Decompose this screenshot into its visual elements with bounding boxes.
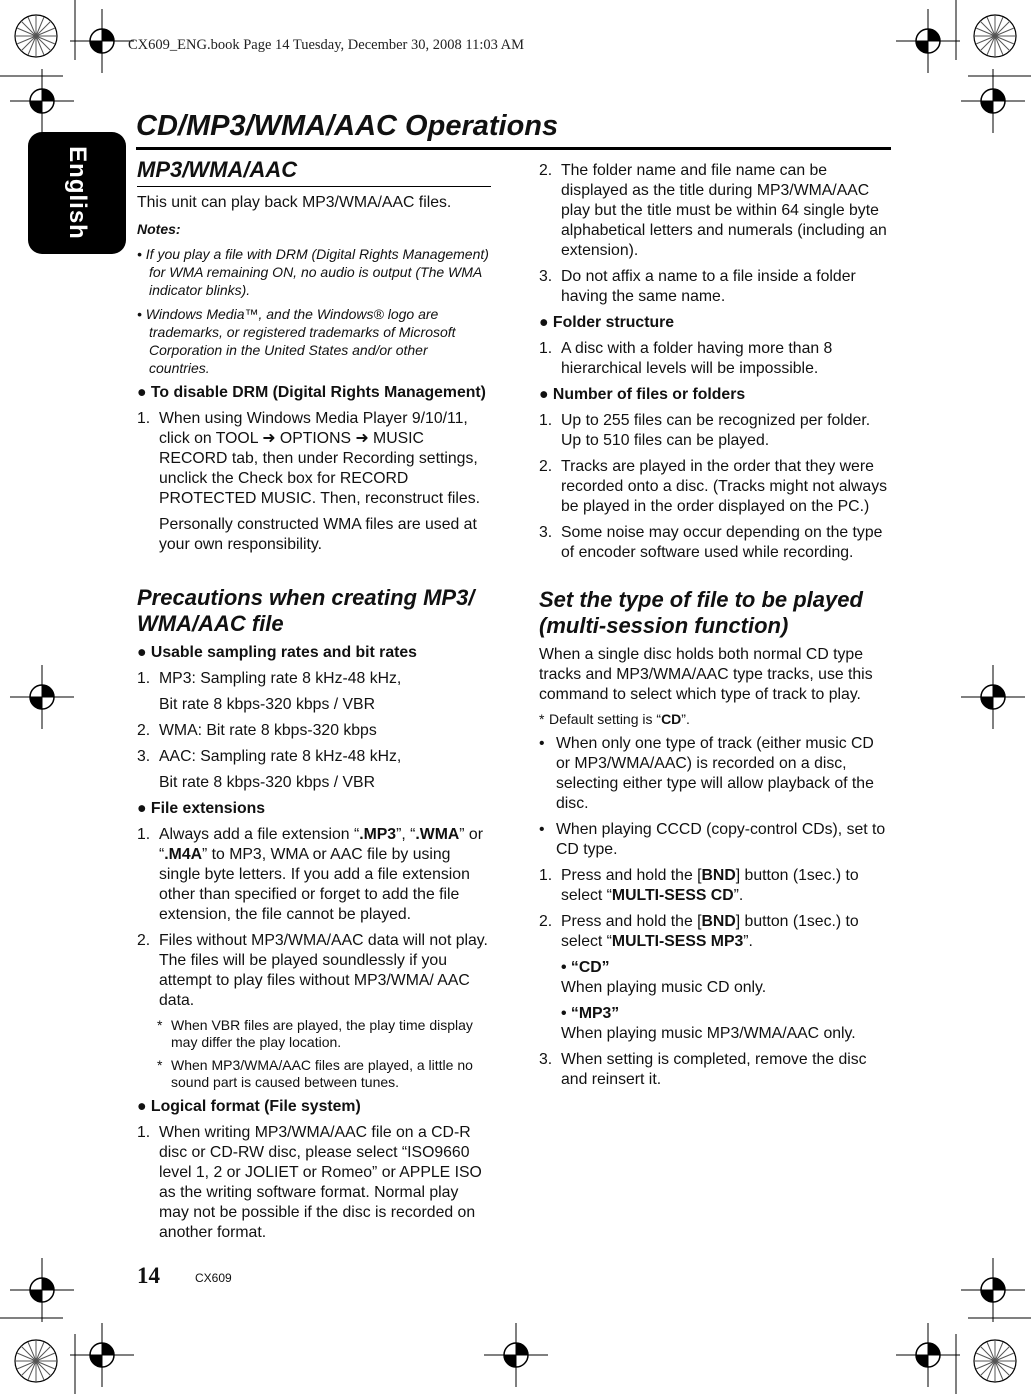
list-item: 3. Some noise may occur depending on the type of encoder software used while recording. xyxy=(539,524,883,561)
default-setting-note: * Default setting is “CD”. xyxy=(539,711,690,727)
list-item-continuation: Bit rate 8 kbps-320 kbps / VBR xyxy=(159,696,375,713)
option-mp3-desc: When playing music MP3/WMA/AAC only. xyxy=(561,1025,856,1042)
language-side-tab xyxy=(28,132,126,254)
list-item: 1. When writing MP3/WMA/AAC file on a CD-R disc or CD-RW disc, please select “ISO9660 level 1, 2 or JOLIET or Romeo” or APPLE ISO as the writing software format. Normal play may not be possible if the disc is recorded on another format. xyxy=(137,1124,482,1241)
list-item-continuation: Bit rate 8 kbps-320 kbps / VBR xyxy=(159,774,375,791)
section-heading-multi-session: Set the type of file to be played (multi-session function) xyxy=(539,587,863,638)
list-item: 1. When using Windows Media Player 9/10/11, click on TOOL ➜ OPTIONS ➜ MUSIC RECORD tab, then under Recording settings, unclick the Check box for RECORD PROTECTED MUSIC. Then, reconstruct files. xyxy=(137,410,480,507)
list-item: 1. MP3: Sampling rate 8 kHz-48 kHz, xyxy=(137,670,402,687)
subheading-disable-drm: ● To disable DRM (Digital Rights Management) xyxy=(137,384,486,401)
model-name: CX609 xyxy=(195,1271,232,1285)
footnote-gap: * When MP3/WMA/AAC files are played, a little no sound part is caused between tunes. xyxy=(157,1057,473,1090)
list-item: 1. Up to 255 files can be recognized per folder. Up to 510 files can be played. xyxy=(539,412,871,449)
subheading-sampling-rates: ● Usable sampling rates and bit rates xyxy=(137,644,417,661)
multi-session-intro: When a single disc holds both normal CD type tracks and MP3/WMA/AAC type tracks, use this command to select which type of track to play. xyxy=(539,646,873,703)
list-item: 2. The folder name and file name can be displayed as the title during MP3/WMA/AAC play but the title must be within 64 single byte alphabetical letters and numerals (including an extension). xyxy=(539,162,887,259)
list-item: 3. AAC: Sampling rate 8 kHz-48 kHz, xyxy=(137,748,402,765)
right-column xyxy=(539,161,891,1096)
note-drm: • If you play a file with DRM (Digital Rights Management) for WMA remaining ON, no audio is output (The WMA indicator blinks). xyxy=(137,246,489,298)
option-mp3-label: • “MP3” xyxy=(561,1005,620,1022)
list-item: 1. A disc with a folder having more than 8 hierarchical levels will be impossible. xyxy=(539,340,833,377)
bullet-item: • When playing CCCD (copy-control CDs), set to CD type. xyxy=(539,821,886,858)
page-title: CD/MP3/WMA/AAC Operations xyxy=(136,110,559,142)
page-number: 14 xyxy=(137,1263,160,1288)
section-heading-mp3: MP3/WMA/AAC xyxy=(137,157,491,187)
list-item: 2. Files without MP3/WMA/AAC data will not play. The files will be played soundlessly if you attempt to play files without MP3/WMA/ AAC data. xyxy=(137,932,488,1009)
language-label: English xyxy=(64,146,91,240)
list-item: 2. WMA: Bit rate 8 kbps-320 kbps xyxy=(137,722,377,739)
option-cd-desc: When playing music CD only. xyxy=(561,979,767,996)
book-info-line: CX609_ENG.book Page 14 Tuesday, December 30, 2008 11:03 AM xyxy=(128,37,525,53)
step-item: 1. Press and hold the [BND] button (1sec.) to select “MULTI-SESS CD”. xyxy=(539,867,859,904)
list-item: 1. Always add a file extension “.MP3”, “.WMA” or “.M4A” to MP3, WMA or AAC file by using single byte letters. If you add a file extension other than specified or forget to add the file extension, the file cannot be played. xyxy=(137,826,483,923)
list-item: 3. Do not affix a name to a file inside a folder having the same name. xyxy=(539,268,856,305)
notes-heading: Notes: xyxy=(137,221,181,237)
intro-text: This unit can play back MP3/WMA/AAC files. xyxy=(137,194,452,211)
list-item: 2. Tracks are played in the order that they were recorded onto a disc. (Tracks might not always be played in the order displayed on the PC.) xyxy=(539,458,888,515)
subheading-number-of-files: ● Number of files or folders xyxy=(539,386,746,403)
section-heading-precautions: Precautions when creating MP3/ WMA/AAC file xyxy=(137,585,475,636)
option-cd-label: • “CD” xyxy=(561,959,610,976)
subheading-logical-format: ● Logical format (File system) xyxy=(137,1098,361,1115)
step-item: 3. When setting is completed, remove the disc and reinsert it. xyxy=(539,1051,867,1088)
note-trademark: • Windows Media™, and the Windows® logo are trademarks, or registered trademarks of Microsoft Corporation in the United States and/or other countries. xyxy=(137,306,456,376)
title-rule xyxy=(136,147,891,150)
subheading-folder-structure: ● Folder structure xyxy=(539,314,675,331)
left-column xyxy=(137,157,491,1249)
list-item-continuation: Personally constructed WMA files are used at your own responsibility. xyxy=(159,516,477,553)
footnote-vbr: * When VBR files are played, the play time display may differ the play location. xyxy=(157,1017,473,1050)
bullet-item: • When only one type of track (either music CD or MP3/WMA/AAC) is recorded on a disc, selecting either type will allow playback of the disc. xyxy=(539,735,874,812)
step-item: 2. Press and hold the [BND] button (1sec.) to select “MULTI-SESS MP3”. xyxy=(539,913,859,950)
subheading-file-extensions: ● File extensions xyxy=(137,800,266,817)
